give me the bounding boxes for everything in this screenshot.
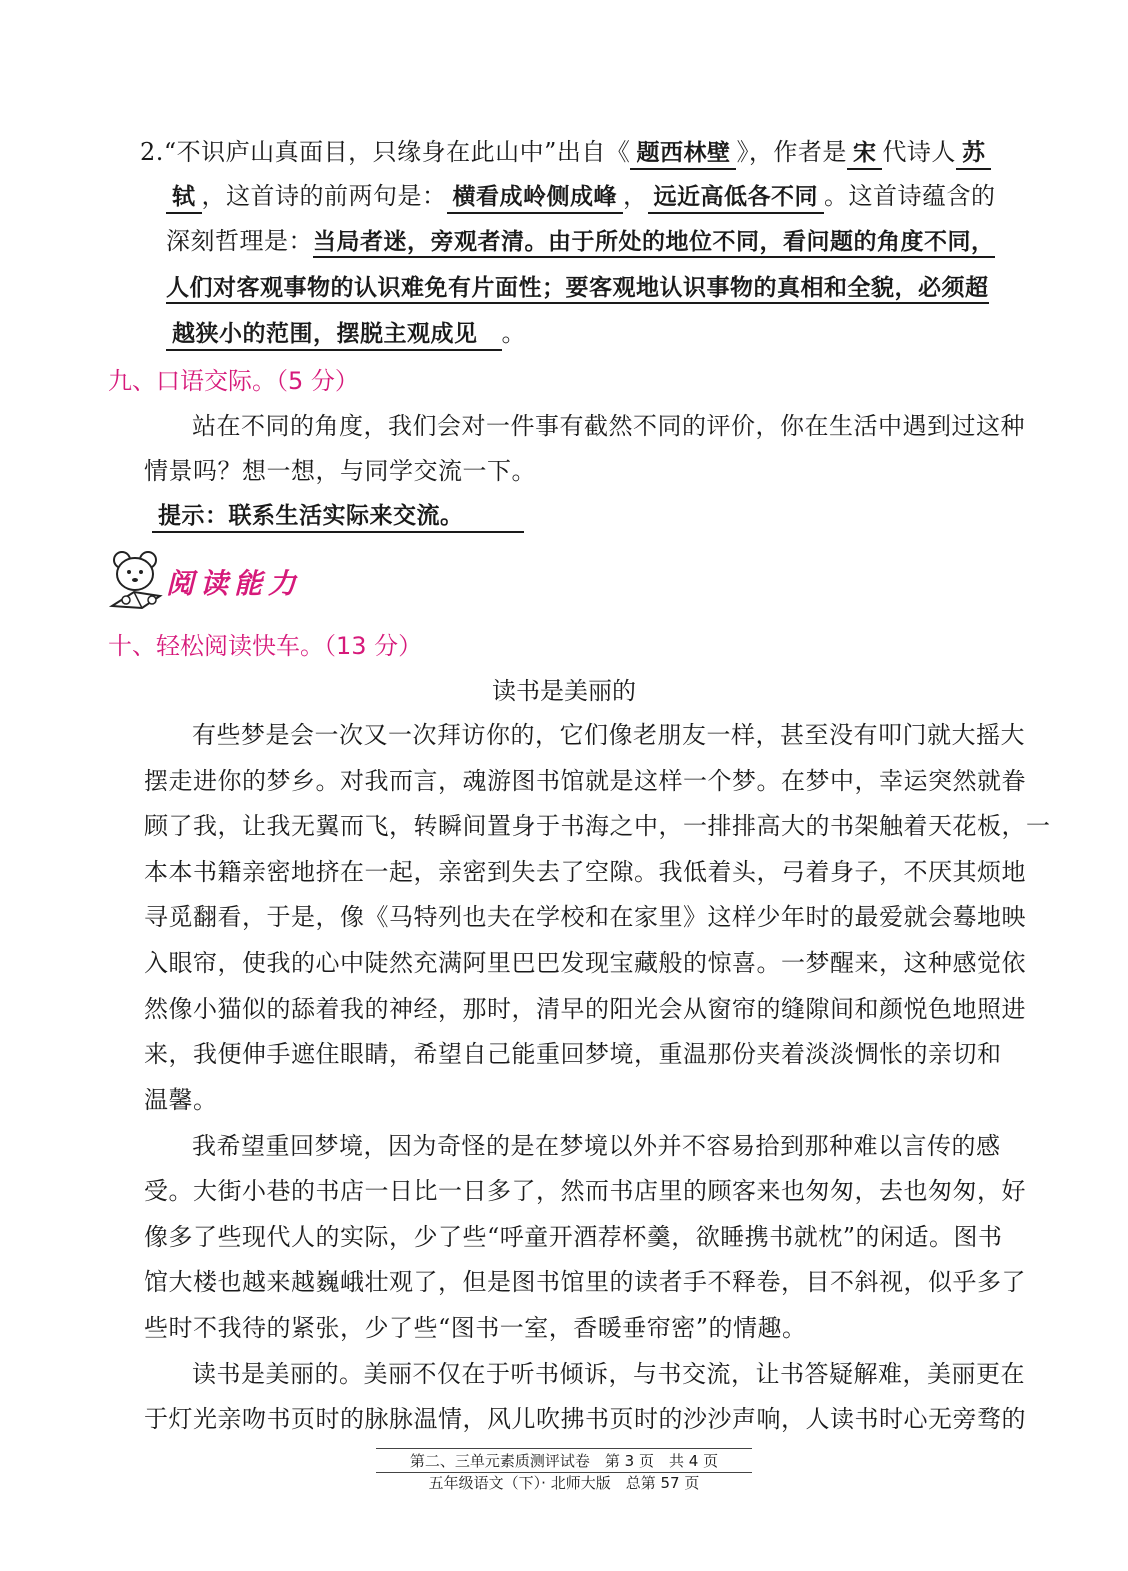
q10-heading: 十、轻松阅读快车。（13 分）	[108, 632, 423, 660]
q2-text: ，这首诗的前两句是：	[201, 182, 447, 210]
q2-text: 。	[501, 319, 526, 347]
article-line: 温馨。	[144, 1086, 218, 1114]
q2-line-1	[140, 137, 991, 170]
article-line: 摆走进你的梦乡。对我而言，魂游图书馆就是这样一个梦。在梦中，幸运突然就眷	[144, 767, 1026, 795]
article-line: 受。大街小巷的书店一日比一日多了，然而书店里的顾客来也匆匆，去也匆匆，好	[144, 1177, 1026, 1205]
article-line: 有些梦是会一次又一次拜访你的，它们像老朋友一样，甚至没有叩门就大摇大	[192, 721, 1025, 749]
footer-rule	[376, 1472, 752, 1473]
q9-paragraph-line-2: 情景吗？想一想，与同学交流一下。	[144, 457, 536, 485]
answer-poet-part2: 轼	[166, 183, 202, 214]
q2-line-2	[166, 181, 996, 214]
answer-philosophy-1: 当局者迷，旁观者清。由于所处的地位不同，看问题的角度不同，	[313, 228, 995, 258]
article-line: 本本书籍亲密地挤在一起，亲密到失去了空隙。我低着头，弓着身子，不厌其烦地	[144, 858, 1026, 886]
answer-dynasty: 宋	[847, 139, 883, 170]
q2-line-4	[166, 272, 989, 304]
article-line: 来，我便伸手遮住眼睛，希望自己能重回梦境，重温那份夹着淡淡惆怅的亲切和	[144, 1040, 1002, 1068]
q2-text: 。这首诗蕴含的	[824, 182, 996, 210]
q9-hint-text: 提示：联系生活实际来交流。	[152, 502, 524, 533]
q2-text: ，	[623, 182, 648, 210]
footer-line-2: 五年级语文（下）· 北师大版 总第 57 页	[428, 1474, 700, 1492]
answer-poet-part1: 苏	[956, 139, 992, 170]
article-line: 顾了我，让我无翼而飞，转瞬间置身于书海之中，一排排高大的书架触着天花板，一	[144, 812, 1051, 840]
footer-rule	[376, 1448, 752, 1449]
article-line: 于灯光亲吻书页时的脉脉温情，风儿吹拂书页时的沙沙声响，人读书时心无旁骛的	[144, 1405, 1026, 1433]
section-label-reading: 阅读能力	[166, 567, 303, 600]
q2-line-5	[166, 318, 526, 351]
answer-philosophy-3: 越狭小的范围，摆脱主观成见	[166, 320, 502, 351]
q9-hint	[152, 500, 524, 533]
q2-text: 2.“不识庐山真面目，只缘身在此山中”出自《	[140, 138, 631, 166]
q2-line-3	[166, 226, 995, 258]
article-title: 读书是美丽的	[492, 677, 636, 705]
answer-poem-line1: 横看成岭侧成峰	[447, 183, 624, 214]
answer-philosophy-2: 人们对客观事物的认识难免有片面性；要客观地认识事物的真相和全貌，必须超	[166, 274, 989, 304]
article-line: 读书是美丽的。美丽不仅在于听书倾诉，与书交流，让书答疑解难，美丽更在	[192, 1360, 1025, 1388]
article-line: 我希望重回梦境，因为奇怪的是在梦境以外并不容易拾到那种难以言传的感	[192, 1132, 1001, 1160]
answer-poem-line2: 远近高低各不同	[648, 183, 825, 214]
article-line: 些时不我待的紧张，少了些“图书一室，香暖垂帘密”的情趣。	[144, 1314, 807, 1342]
article-line: 像多了些现代人的实际，少了些“呼童开酒荐杯羹，欲睡携书就枕”的闲适。图书	[144, 1223, 1003, 1251]
q2-text: 代诗人	[882, 138, 956, 166]
answer-poem-title: 题西林壁	[630, 139, 736, 170]
footer-line-1: 第二、三单元素质测评试卷 第 3 页 共 4 页	[409, 1452, 719, 1470]
q9-paragraph-line-1: 站在不同的角度，我们会对一件事有截然不同的评价，你在生活中遇到过这种	[192, 412, 1025, 440]
q9-heading: 九、口语交际。（5 分）	[108, 367, 359, 395]
article-line: 入眼帘，使我的心中陡然充满阿里巴巴发现宝藏般的惊喜。一梦醒来，这种感觉依	[144, 949, 1026, 977]
q2-text: 深刻哲理是：	[166, 227, 313, 255]
q2-text: 》，作者是	[736, 138, 847, 166]
article-line: 寻觅翻看，于是，像《马特列也夫在学校和在家里》这样少年时的最爱就会蓦地映	[144, 903, 1026, 931]
article-line: 馆大楼也越来越巍峨壮观了，但是图书馆里的读者手不释卷，目不斜视，似乎多了	[144, 1268, 1026, 1296]
article-line: 然像小猫似的舔着我的神经，那时，清早的阳光会从窗帘的缝隙间和颜悦色地照进	[144, 995, 1026, 1023]
